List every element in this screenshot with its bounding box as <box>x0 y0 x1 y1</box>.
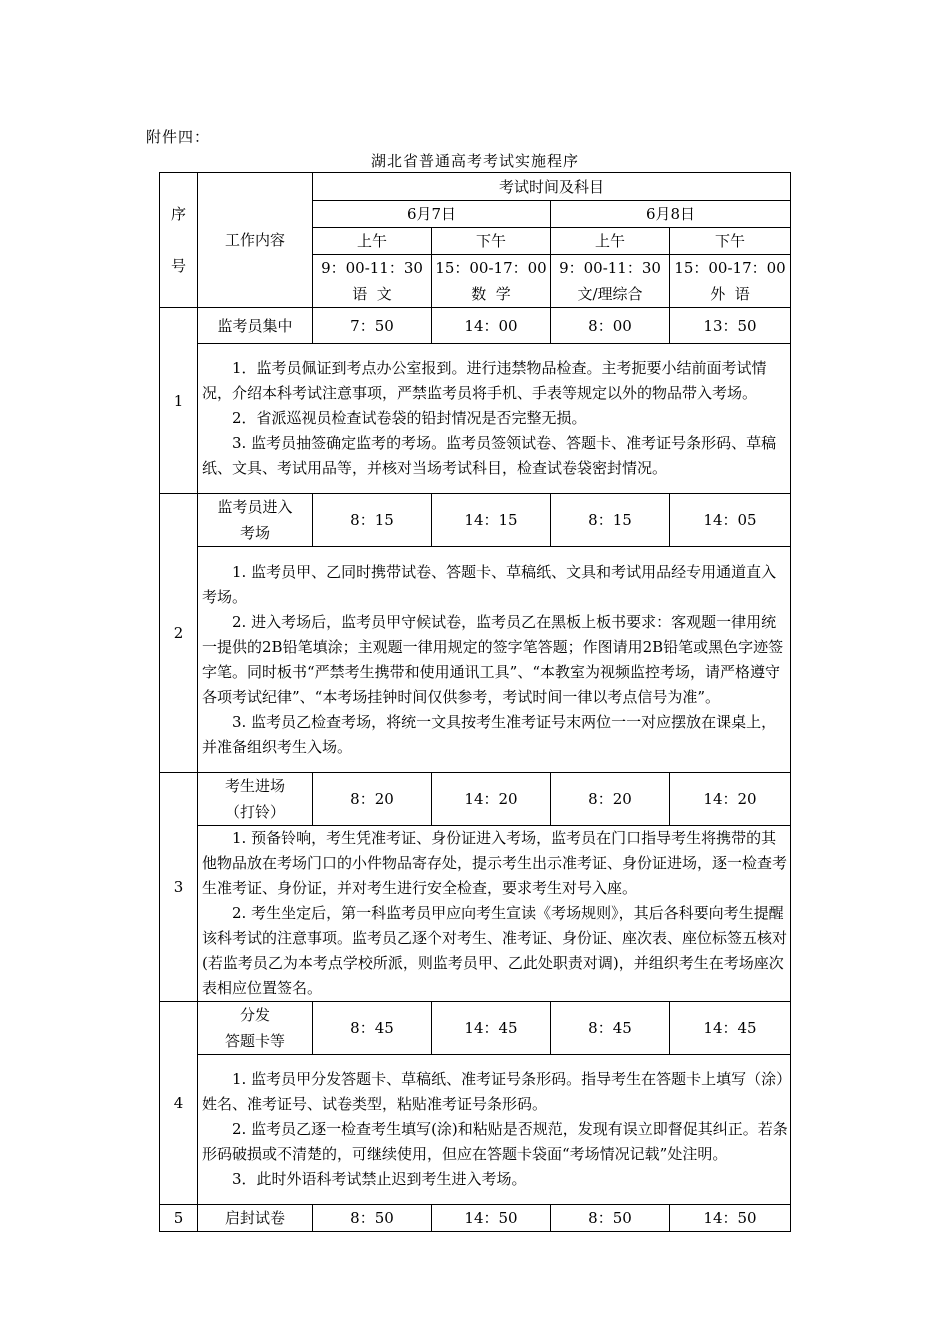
row-time: 14：20 <box>432 773 551 826</box>
detail-paragraph: 3. 监考员抽签确定监考的考场。监考员签领试卷、答题卡、准考证号条形码、草稿纸、文具、考试用品等，并核对当场考试科目，检查试卷袋密封情况。 <box>202 434 777 477</box>
row-time: 14：15 <box>432 494 551 547</box>
row-details <box>198 547 791 773</box>
row-task: 启封试卷 <box>198 1205 313 1232</box>
row-time: 8：15 <box>551 494 670 547</box>
row-seq: 2 <box>160 494 198 773</box>
table-row <box>160 773 791 826</box>
row-time: 8：00 <box>551 308 670 344</box>
row-time: 8：45 <box>551 1002 670 1055</box>
header-time: 15：00-17：00 <box>432 255 551 282</box>
row-details <box>198 1055 791 1205</box>
header-session: 上午 <box>551 228 670 255</box>
exam-procedure-table <box>159 172 791 1232</box>
header-session: 上午 <box>313 228 432 255</box>
header-subject: 数 学 <box>432 281 551 308</box>
row-seq: 1 <box>160 308 198 494</box>
row-time: 14：50 <box>432 1205 551 1232</box>
header-subject: 外 语 <box>670 281 791 308</box>
detail-paragraph: 3. 监考员乙检查考场，将统一文具按考生准考证号末两位一一对应摆放在课桌上，并准备组织考生入场。 <box>202 712 777 756</box>
detail-paragraph: 1．监考员佩证到考点办公室报到。进行违禁物品检查。主考扼要小结前面考试情况，介绍本科考试注意事项，严禁监考员将手机、手表等规定以外的物品带入考场。 <box>202 359 767 402</box>
detail-paragraph: 1. 预备铃响，考生凭准考证、身份证进入考场，监考员在门口指导考生将携带的其他物品放在考场门口的小件物品寄存处，提示考生出示准考证、身份证进场，逐一检查考生准考证、身份证，并对考生进行安全检查，要求考生对号入座。 <box>202 829 788 897</box>
row-time: 14：20 <box>670 773 791 826</box>
row-time: 8：50 <box>313 1205 432 1232</box>
row-time: 8：20 <box>551 773 670 826</box>
detail-paragraph: 2．省派巡视员检查试卷袋的铅封情况是否完整无损。 <box>232 409 587 427</box>
header-session: 下午 <box>670 228 791 255</box>
header-time: 15：00-17：00 <box>670 255 791 282</box>
row-seq: 4 <box>160 1002 198 1205</box>
detail-paragraph: 2. 监考员乙逐一检查考生填写(涂)和粘贴是否规范，发现有误立即督促其纠正。若条形码破损或不清楚的，可继续使用，但应在答题卡袋面“考场情况记载”处注明。 <box>202 1120 788 1163</box>
header-subject: 文/理综合 <box>551 281 670 308</box>
header-exam-time-subject: 考试时间及科目 <box>313 173 791 201</box>
header-time: 9：00-11：30 <box>313 255 432 282</box>
table-row <box>160 308 791 344</box>
header-subject: 语 文 <box>313 281 432 308</box>
row-seq: 3 <box>160 773 198 1002</box>
row-task: 监考员进入 考场 <box>198 494 313 547</box>
row-task: 监考员集中 <box>198 308 313 344</box>
row-time: 13：50 <box>670 308 791 344</box>
detail-paragraph: 1. 监考员甲、乙同时携带试卷、答题卡、草稿纸、文具和考试用品经专用通道直入考场。 <box>202 562 777 606</box>
row-seq: 5 <box>160 1205 198 1232</box>
detail-paragraph: 3．此时外语科考试禁止迟到考生进入考场。 <box>232 1170 527 1188</box>
row-time: 7：50 <box>313 308 432 344</box>
table-row <box>160 494 791 547</box>
row-task: 考生进场 （打铃） <box>198 773 313 826</box>
row-time: 14：00 <box>432 308 551 344</box>
row-time: 8：45 <box>313 1002 432 1055</box>
header-time: 9：00-11：30 <box>551 255 670 282</box>
detail-paragraph: 2. 进入考场后，监考员甲守候试卷，监考员乙在黑板上板书要求：客观题一律用统一提供的2B铅笔填涂；主观题一律用规定的签字笔答题；作图请用2B铅笔或黑色字迹签字笔。同时板书“严禁考生携带和使用通讯工具”、“本教室为视频监控考场，请严格遵守各项考试纪律”、“本考场挂钟时间仅供参考，考试时间一律以考点信号为准”。 <box>202 612 784 706</box>
detail-paragraph: 2. 考生坐定后，第一科监考员甲应向考生宣读《考场规则》，其后各科要向考生提醒该科考试的注意事项。监考员乙逐个对考生、准考证、身份证、座次表、座位标签五核对(若监考员乙为本考点学校所派，则监考员甲、乙此处职责对调)，并组织考生在考场座次表相应位置签名。 <box>202 904 788 997</box>
row-time: 14：05 <box>670 494 791 547</box>
document-title: 湖北省普通高考考试实施程序 <box>370 152 579 170</box>
header-seq: 序 号 <box>160 173 198 308</box>
header-work-content: 工作内容 <box>198 173 313 308</box>
row-time: 14：45 <box>670 1002 791 1055</box>
detail-paragraph: 1. 监考员甲分发答题卡、草稿纸、准考证号条形码。指导考生在答题卡上填写（涂）姓名、准考证号、试卷类型，粘贴准考证号条形码。 <box>202 1070 784 1113</box>
row-time: 8：50 <box>551 1205 670 1232</box>
header-day-1: 6月7日 <box>313 201 551 228</box>
table-row <box>160 1205 791 1232</box>
row-time: 8：15 <box>313 494 432 547</box>
header-day-2: 6月8日 <box>551 201 791 228</box>
row-time: 14：50 <box>670 1205 791 1232</box>
row-time: 14：45 <box>432 1002 551 1055</box>
row-task: 分发 答题卡等 <box>198 1002 313 1055</box>
row-time: 8：20 <box>313 773 432 826</box>
header-session: 下午 <box>432 228 551 255</box>
attachment-label: 附件四： <box>146 128 211 146</box>
row-details <box>198 826 791 1002</box>
row-details <box>198 344 791 494</box>
table-row <box>160 1002 791 1055</box>
